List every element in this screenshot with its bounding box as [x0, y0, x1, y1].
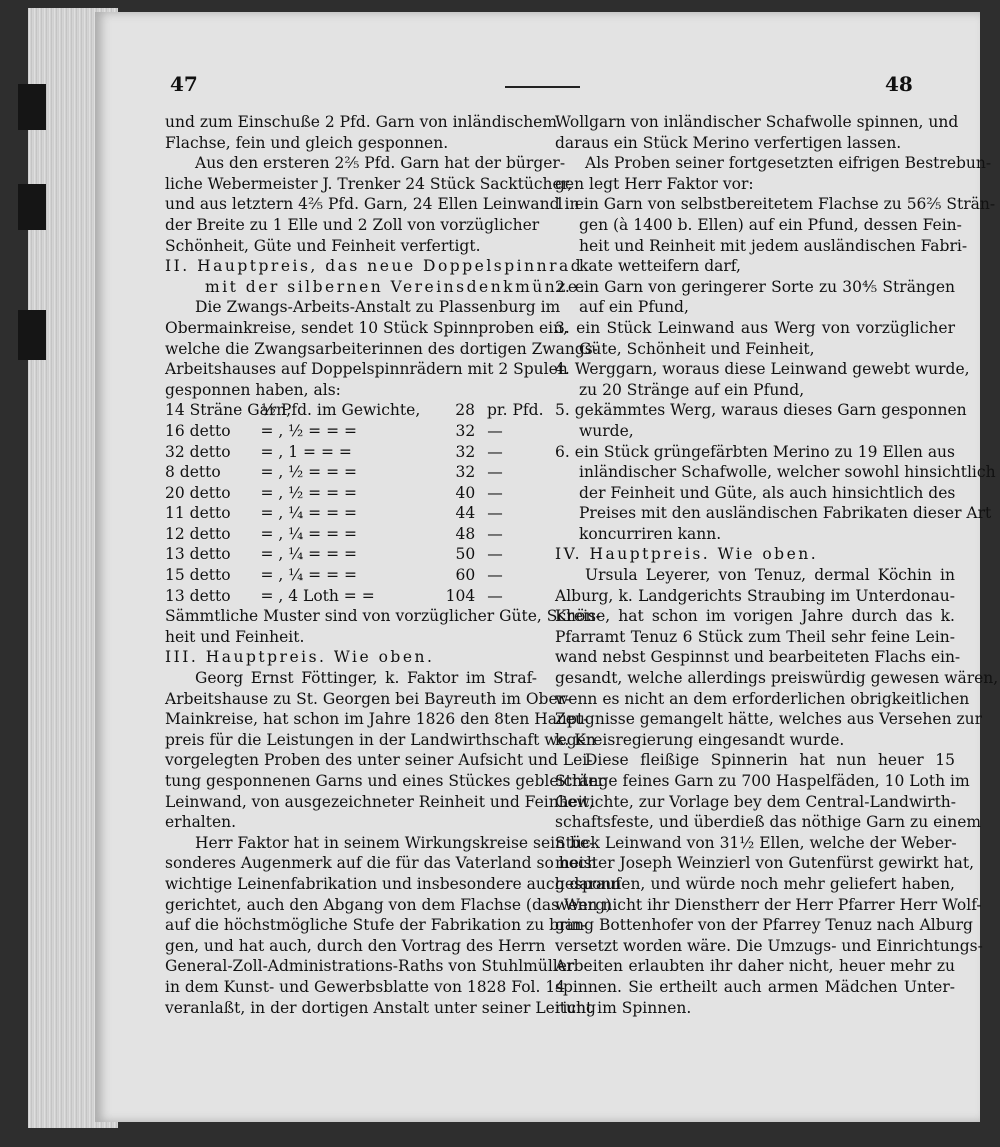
text-line: kate wetteifern darf, [579, 257, 741, 276]
list-item [555, 318, 955, 359]
paragraph [555, 565, 999, 750]
text-line: 5. gekämmtes Werg, waraus dieses Garn gesponnen [555, 401, 967, 420]
table-cell: 28 [455, 401, 475, 420]
text-line: heit und Feinheit. [165, 627, 305, 646]
paragraph [165, 606, 601, 647]
table-cell: 32 [455, 463, 476, 482]
text-line: und zum Einschuße 2 Pfd. Garn von inländischem [165, 113, 558, 131]
text-line: Aus den ersteren 2⅖ Pfd. Garn hat der bürger- [195, 154, 566, 173]
text-line: Güte, Schönheit und Feinheit, [579, 339, 815, 358]
table-cell: = , 1 = = = [260, 442, 352, 461]
section-heading: IV. Hauptpreis. Wie oben. [555, 545, 819, 564]
table-cell: 50 [455, 545, 476, 564]
text-line: daraus ein Stück Merino verfertigen lassen. [555, 133, 902, 152]
document-page [95, 12, 999, 1122]
text-line: gen, und hat auch, durch den Vortrag des Herrn [165, 936, 546, 955]
table-row [165, 586, 537, 607]
text-line: Ursula Leyerer, von Tenuz, dermal Köchin in [585, 566, 955, 585]
text-line: wichtige Leinenfabrikation und insbesondere auch darauf [165, 874, 622, 893]
paragraph [555, 112, 959, 153]
paragraph [165, 668, 605, 833]
text-line: Flachse, fein und gleich gesponnen. [165, 133, 449, 152]
table-cell: — [487, 463, 503, 482]
paragraph [165, 153, 580, 256]
yarn-sample-table [165, 400, 544, 606]
table-cell: 13 detto [165, 586, 231, 605]
text-line: Diese fleißige Spinnerin hat nun heuer 15 [585, 751, 955, 770]
list-item [555, 442, 996, 545]
section-heading [165, 256, 587, 297]
table-cell: — [487, 442, 503, 461]
table-row [165, 503, 537, 524]
table-cell: — [487, 421, 503, 440]
table-cell: 8 detto [165, 463, 221, 482]
text-line: versetzt worden wäre. Die Umzugs- und Einrichtungs- [555, 936, 983, 955]
paragraph [555, 750, 983, 1018]
table-row [165, 565, 537, 586]
page-tab-marker [18, 84, 46, 130]
text-line: Pfarramt Tenuz 6 Stück zum Theil sehr feine Lein- [555, 627, 955, 646]
text-line: 2. ein Garn von geringerer Sorte zu 30⅘ Strängen [555, 277, 955, 296]
text-line: sonderes Augenmerk auf die für das Vaterland so hoch [165, 854, 597, 873]
text-line: preis für die Leistungen in der Landwirthschaft wegen [165, 730, 596, 749]
text-line: koncurriren kann. [579, 524, 722, 543]
paragraph [555, 153, 992, 194]
text-line: Arbeiten erlaubten ihr daher nicht, heuer mehr zu [555, 957, 955, 976]
header-rule [505, 86, 580, 88]
text-line: Obermainkreise, sendet 10 Stück Spinnproben ein, [165, 318, 569, 337]
table-cell: 13 detto [165, 545, 231, 564]
table-cell: = , ¼ = = = [260, 504, 358, 523]
list-item [555, 359, 970, 400]
text-line: gesponnen haben, als: [165, 380, 341, 399]
text-line: spinnen. Sie ertheilt auch armen Mädchen Unter- [555, 977, 955, 996]
text-line: gang Bottenhofer von der Pfarrey Tenuz nach Alburg [555, 916, 973, 935]
text-line: Arbeitshauses auf Doppelspinnrädern mit 2 Spulen [165, 360, 568, 379]
text-line: Als Proben seiner fortgesetzten eifrigen Bestrebun- [585, 154, 992, 173]
table-cell: — [487, 504, 503, 523]
text-line: der Feinheit und Güte, als auch hinsichtlich des [579, 483, 956, 502]
text-line: 6. ein Stück grüngefärbten Merino zu 19 Ellen aus [555, 442, 955, 461]
text-line: Alburg, k. Landgerichts Straubing im Unterdonau- [555, 586, 955, 605]
text-line: in dem Kunst- und Gewerbsblatte von 1828 Fol. 14 [165, 977, 566, 996]
page-tab-marker [18, 310, 46, 360]
table-row [165, 421, 537, 442]
text-line: gen (à 1400 b. Ellen) auf ein Pfund, dessen Fein- [579, 215, 962, 234]
table-row [165, 544, 537, 565]
table-cell: 48 [455, 524, 476, 543]
page-number-left: 47 [170, 72, 198, 96]
text-line: Schönheit, Güte und Feinheit verfertigt. [165, 236, 481, 255]
table-cell: = , ¼ = = = [260, 545, 358, 564]
text-line: Arbeitshause zu St. Georgen bei Bayreuth im Ober- [165, 689, 571, 708]
table-cell: 15 detto [165, 566, 231, 585]
table-cell: = , ½ = = = [260, 421, 358, 440]
text-line: zu 20 Stränge auf ein Pfund, [579, 380, 805, 399]
list-item [555, 194, 996, 276]
text-line: gen legt Herr Faktor vor: [555, 174, 754, 193]
table-cell: 14 Sträne Garn, [165, 401, 292, 420]
page-tab-marker [18, 184, 46, 230]
paragraph [165, 112, 558, 153]
text-line: Leinwand, von ausgezeichneter Reinheit und Feinheit, [165, 792, 594, 811]
text-line: Georg Ernst Föttinger, k. Faktor im Straf- [195, 669, 537, 688]
table-row [165, 442, 537, 463]
text-line: Wollgarn von inländischer Schafwolle spinnen, und [555, 113, 959, 131]
text-line: 3. ein Stück Leinwand aus Werg von vorzüglicher [555, 318, 955, 337]
table-cell: pr. Pfd. [487, 401, 544, 420]
heading-line: mit der silbernen Vereinsdenkmünze. [205, 277, 587, 296]
table-cell: 11 detto [165, 504, 231, 523]
table-row [165, 400, 544, 421]
table-cell: 16 detto [165, 421, 231, 440]
text-line: gesandt, welche allerdings preiswürdig gewesen wären, [555, 669, 999, 688]
text-line: auf die höchstmögliche Stufe der Fabrikation zu brin- [165, 916, 587, 935]
text-line: gesponnen, und würde noch mehr geliefert haben, [555, 874, 955, 893]
text-line: auf ein Pfund, [579, 298, 689, 317]
text-line: gerichtet, auch den Abgang von dem Flachse (das Werg) [165, 895, 612, 914]
text-line: vorgelegten Proben des unter seiner Aufsicht und Lei- [165, 751, 593, 770]
table-cell: 40 [455, 483, 476, 502]
table-cell: 60 [455, 566, 476, 585]
table-row [165, 524, 537, 545]
table-cell: — [487, 566, 503, 585]
text-line: k. Kreisregierung eingesandt wurde. [555, 730, 845, 749]
text-line: Kreise, hat schon im vorigen Jahre durch das k. [555, 607, 955, 626]
table-cell: 44 [455, 504, 476, 523]
table-row [165, 462, 537, 483]
text-line: Zeugnisse gemangelt hätte, welches aus Versehen zur [555, 710, 983, 729]
text-line: 1. ein Garn von selbstbereitetem Flachse zu 56⅖ Strän- [555, 195, 996, 214]
text-line: Mainkreise, hat schon im Jahre 1826 den 8ten Haupt- [165, 710, 589, 729]
text-line: erhalten. [165, 813, 237, 832]
table-cell: 32 detto [165, 442, 231, 461]
table-cell: 32 [455, 421, 476, 440]
list-item [555, 277, 955, 318]
table-cell: — [487, 586, 503, 605]
table-cell: = , ½ = = = [260, 483, 358, 502]
table-cell: — [487, 483, 503, 502]
text-line: wenn es nicht an dem erforderlichen obrigkeitlichen [555, 689, 970, 708]
paragraph [165, 297, 599, 400]
text-line: welche die Zwangsarbeiterinnen des dortigen Zwangs- [165, 339, 599, 358]
text-line: Preises mit den ausländischen Fabrikaten dieser Art [579, 504, 992, 523]
table-row [165, 483, 537, 504]
page-number-right: 48 [885, 72, 913, 96]
text-line: Stränge feines Garn zu 700 Haspelfäden, 10 Loth im [555, 772, 970, 790]
text-line: Stück Leinwand von 31½ Ellen, welche der Weber- [555, 833, 957, 852]
table-cell: ½ Pfd. im Gewichte, [261, 401, 421, 420]
paragraph [165, 833, 622, 1018]
section-heading: III. Hauptpreis. Wie oben. [165, 648, 435, 667]
text-line: meister Joseph Weinzierl von Gutenfürst gewirkt hat, [555, 854, 975, 873]
text-line: General-Zoll-Administrations-Raths von Stuhlmüller [165, 957, 575, 976]
table-cell: 32 [455, 442, 476, 461]
table-cell: = , ¼ = = = [260, 524, 358, 543]
text-line: Sämmtliche Muster sind von vorzüglicher Güte, Schön- [165, 607, 601, 626]
text-line: der Breite zu 1 Elle und 2 Zoll von vorzüglicher [165, 215, 540, 234]
text-line: Gewichte, zur Vorlage bey dem Central-Landwirth- [555, 792, 957, 811]
table-cell: 104 [445, 586, 476, 605]
table-cell: = , 4 Loth = = [260, 586, 375, 605]
text-line: tung gesponnenen Garns und eines Stückes gebleichter [165, 772, 605, 790]
text-line: Die Zwangs-Arbeits-Anstalt zu Plassenburg im [195, 298, 561, 317]
table-cell: = , ¼ = = = [260, 566, 358, 585]
text-line: liche Webermeister J. Trenker 24 Stück Sacktücher, [165, 174, 573, 193]
text-line: wurde, [579, 421, 634, 440]
text-line: Herr Faktor hat in seinem Wirkungskreise sein be- [195, 833, 595, 852]
table-cell: = , ½ = = = [260, 463, 358, 482]
table-cell: 12 detto [165, 524, 231, 543]
table-cell: — [487, 545, 503, 564]
text-line: wand nebst Gespinnst und bearbeiteten Flachs ein- [555, 648, 961, 667]
text-line: und aus letztern 4⅖ Pfd. Garn, 24 Ellen Leinwand in [165, 195, 580, 214]
text-line: veranlaßt, in der dortigen Anstalt unter seiner Leitung [165, 998, 596, 1017]
text-line: richt im Spinnen. [555, 998, 692, 1017]
table-cell: — [487, 524, 503, 543]
text-line: wenn nicht ihr Dienstherr der Herr Pfarrer Herr Wolf- [555, 895, 982, 914]
text-line: 4. Werggarn, woraus diese Leinwand gewebt wurde, [555, 360, 970, 379]
table-cell: 20 detto [165, 483, 231, 502]
list-item [555, 400, 967, 441]
numbered-list [555, 194, 996, 544]
heading-line: II. Hauptpreis, das neue Doppelspinnrad [165, 257, 584, 276]
text-line: inländischer Schafwolle, welcher sowohl hinsichtlich [579, 463, 996, 482]
right-column [555, 112, 999, 1018]
text-line: schaftsfeste, und überdieß das nöthige Garn zu einem [555, 813, 982, 832]
text-line: heit und Reinheit mit jedem ausländischen Fabri- [579, 236, 968, 255]
